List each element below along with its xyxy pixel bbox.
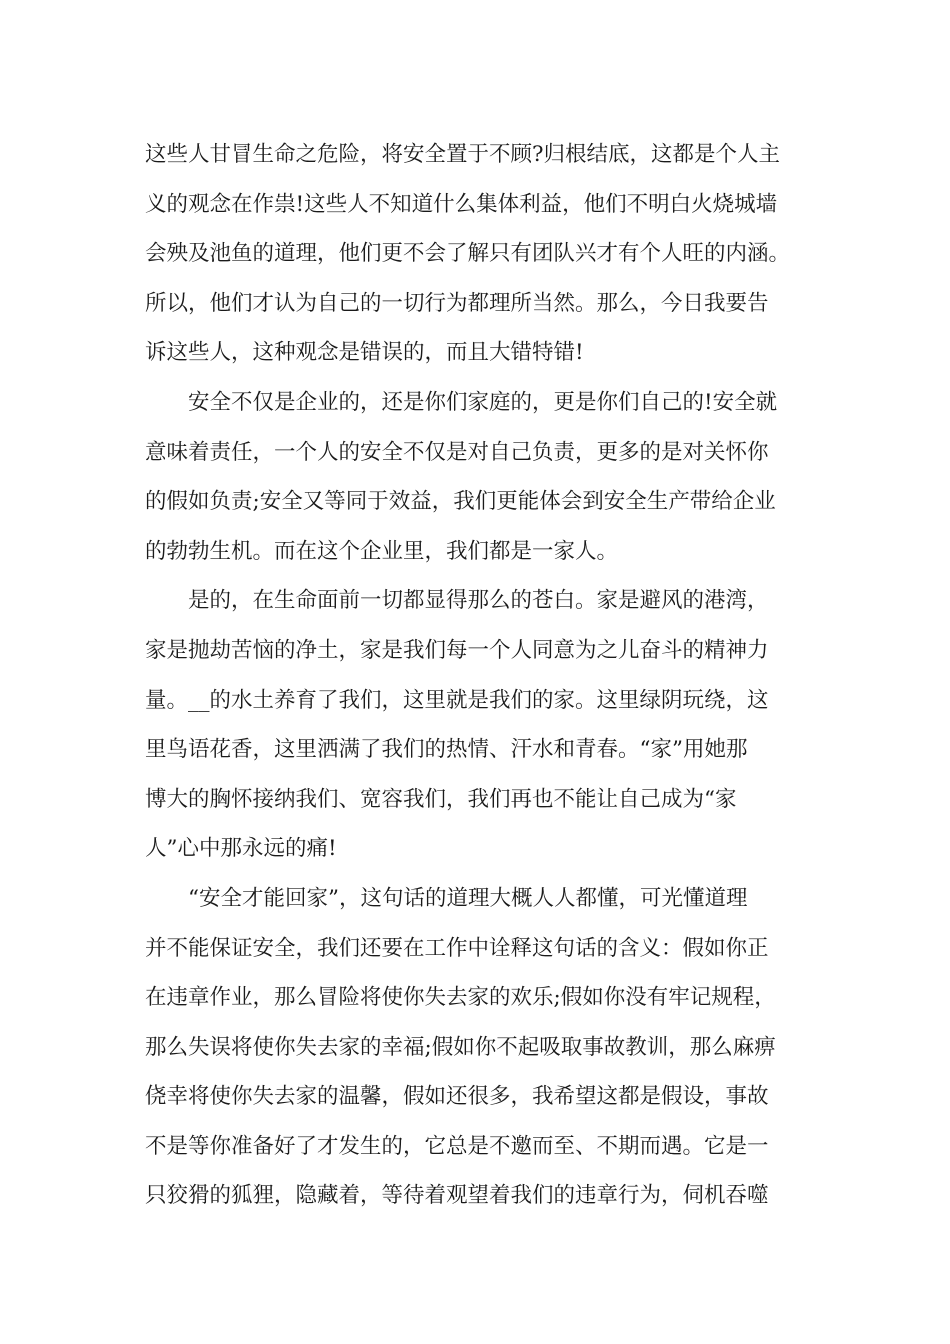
text-line: 人”心中那永远的痛!: [145, 836, 337, 862]
text-line: 不是等你准备好了才发生的，它总是不邀而至、不期而遇。它是一: [145, 1133, 769, 1159]
text-line: 会殃及池鱼的道理，他们更不会了解只有团队兴才有个人旺的内涵。: [145, 241, 791, 267]
text-line: 博大的胸怀接纳我们、宽容我们，我们再也不能让自己成为“家: [145, 786, 737, 812]
text-line: 意味着责任，一个人的安全不仅是对自己负责，更多的是对关怀你: [145, 439, 769, 465]
text-line: 在违章作业，那么冒险将使你失去家的欢乐;假如你没有牢记规程，: [145, 985, 776, 1011]
text-line: 的勃勃生机。而在这个企业里，我们都是一家人。: [145, 538, 619, 564]
text-line: 那么失误将使你失去家的幸福;假如你不起吸取事故教训，那么麻痹: [145, 1034, 776, 1060]
text-line: 义的观念在作祟!这些人不知道什么集体利益，他们不明白火烧城墙: [145, 191, 778, 217]
text-line: 家是抛劫苦恼的净土，家是我们每一个人同意为之儿奋斗的精神力: [145, 637, 769, 663]
document-body: [145, 130, 825, 1221]
text-line: 的假如负责;安全又等同于效益，我们更能体会到安全生产带给企业: [145, 489, 776, 515]
text-line: 量。__的水土养育了我们，这里就是我们的家。这里绿阴玩绕，这: [145, 687, 769, 713]
paragraph-start-line: “安全才能回家”，这句话的道理大概人人都懂，可光懂道理: [188, 885, 748, 911]
paragraph-start-line: 是的，在生命面前一切都显得那么的苍白。家是避风的港湾，: [188, 588, 769, 614]
paragraph-start-line: 安全不仅是企业的，还是你们家庭的，更是你们自己的!安全就: [188, 389, 778, 415]
text-line: 里鸟语花香，这里洒满了我们的热情、汗水和青春。“家”用她那: [145, 737, 748, 763]
text-line: 侥幸将使你失去家的温馨，假如还很多，我希望这都是假设，事故: [145, 1084, 769, 1110]
text-line: 诉这些人，这种观念是错误的，而且大错特错!: [145, 340, 584, 366]
text-line: 并不能保证安全，我们还要在工作中诠释这句话的含义：假如你正: [145, 935, 769, 961]
text-line: 这些人甘冒生命之危险，将安全置于不顾?归根结底，这都是个人主: [145, 142, 781, 167]
text-line: 只狡猾的狐狸，隐藏着，等待着观望着我们的违章行为，伺机吞噬: [145, 1183, 769, 1209]
text-line: 所以，他们才认为自己的一切行为都理所当然。那么，今日我要告: [145, 290, 769, 316]
